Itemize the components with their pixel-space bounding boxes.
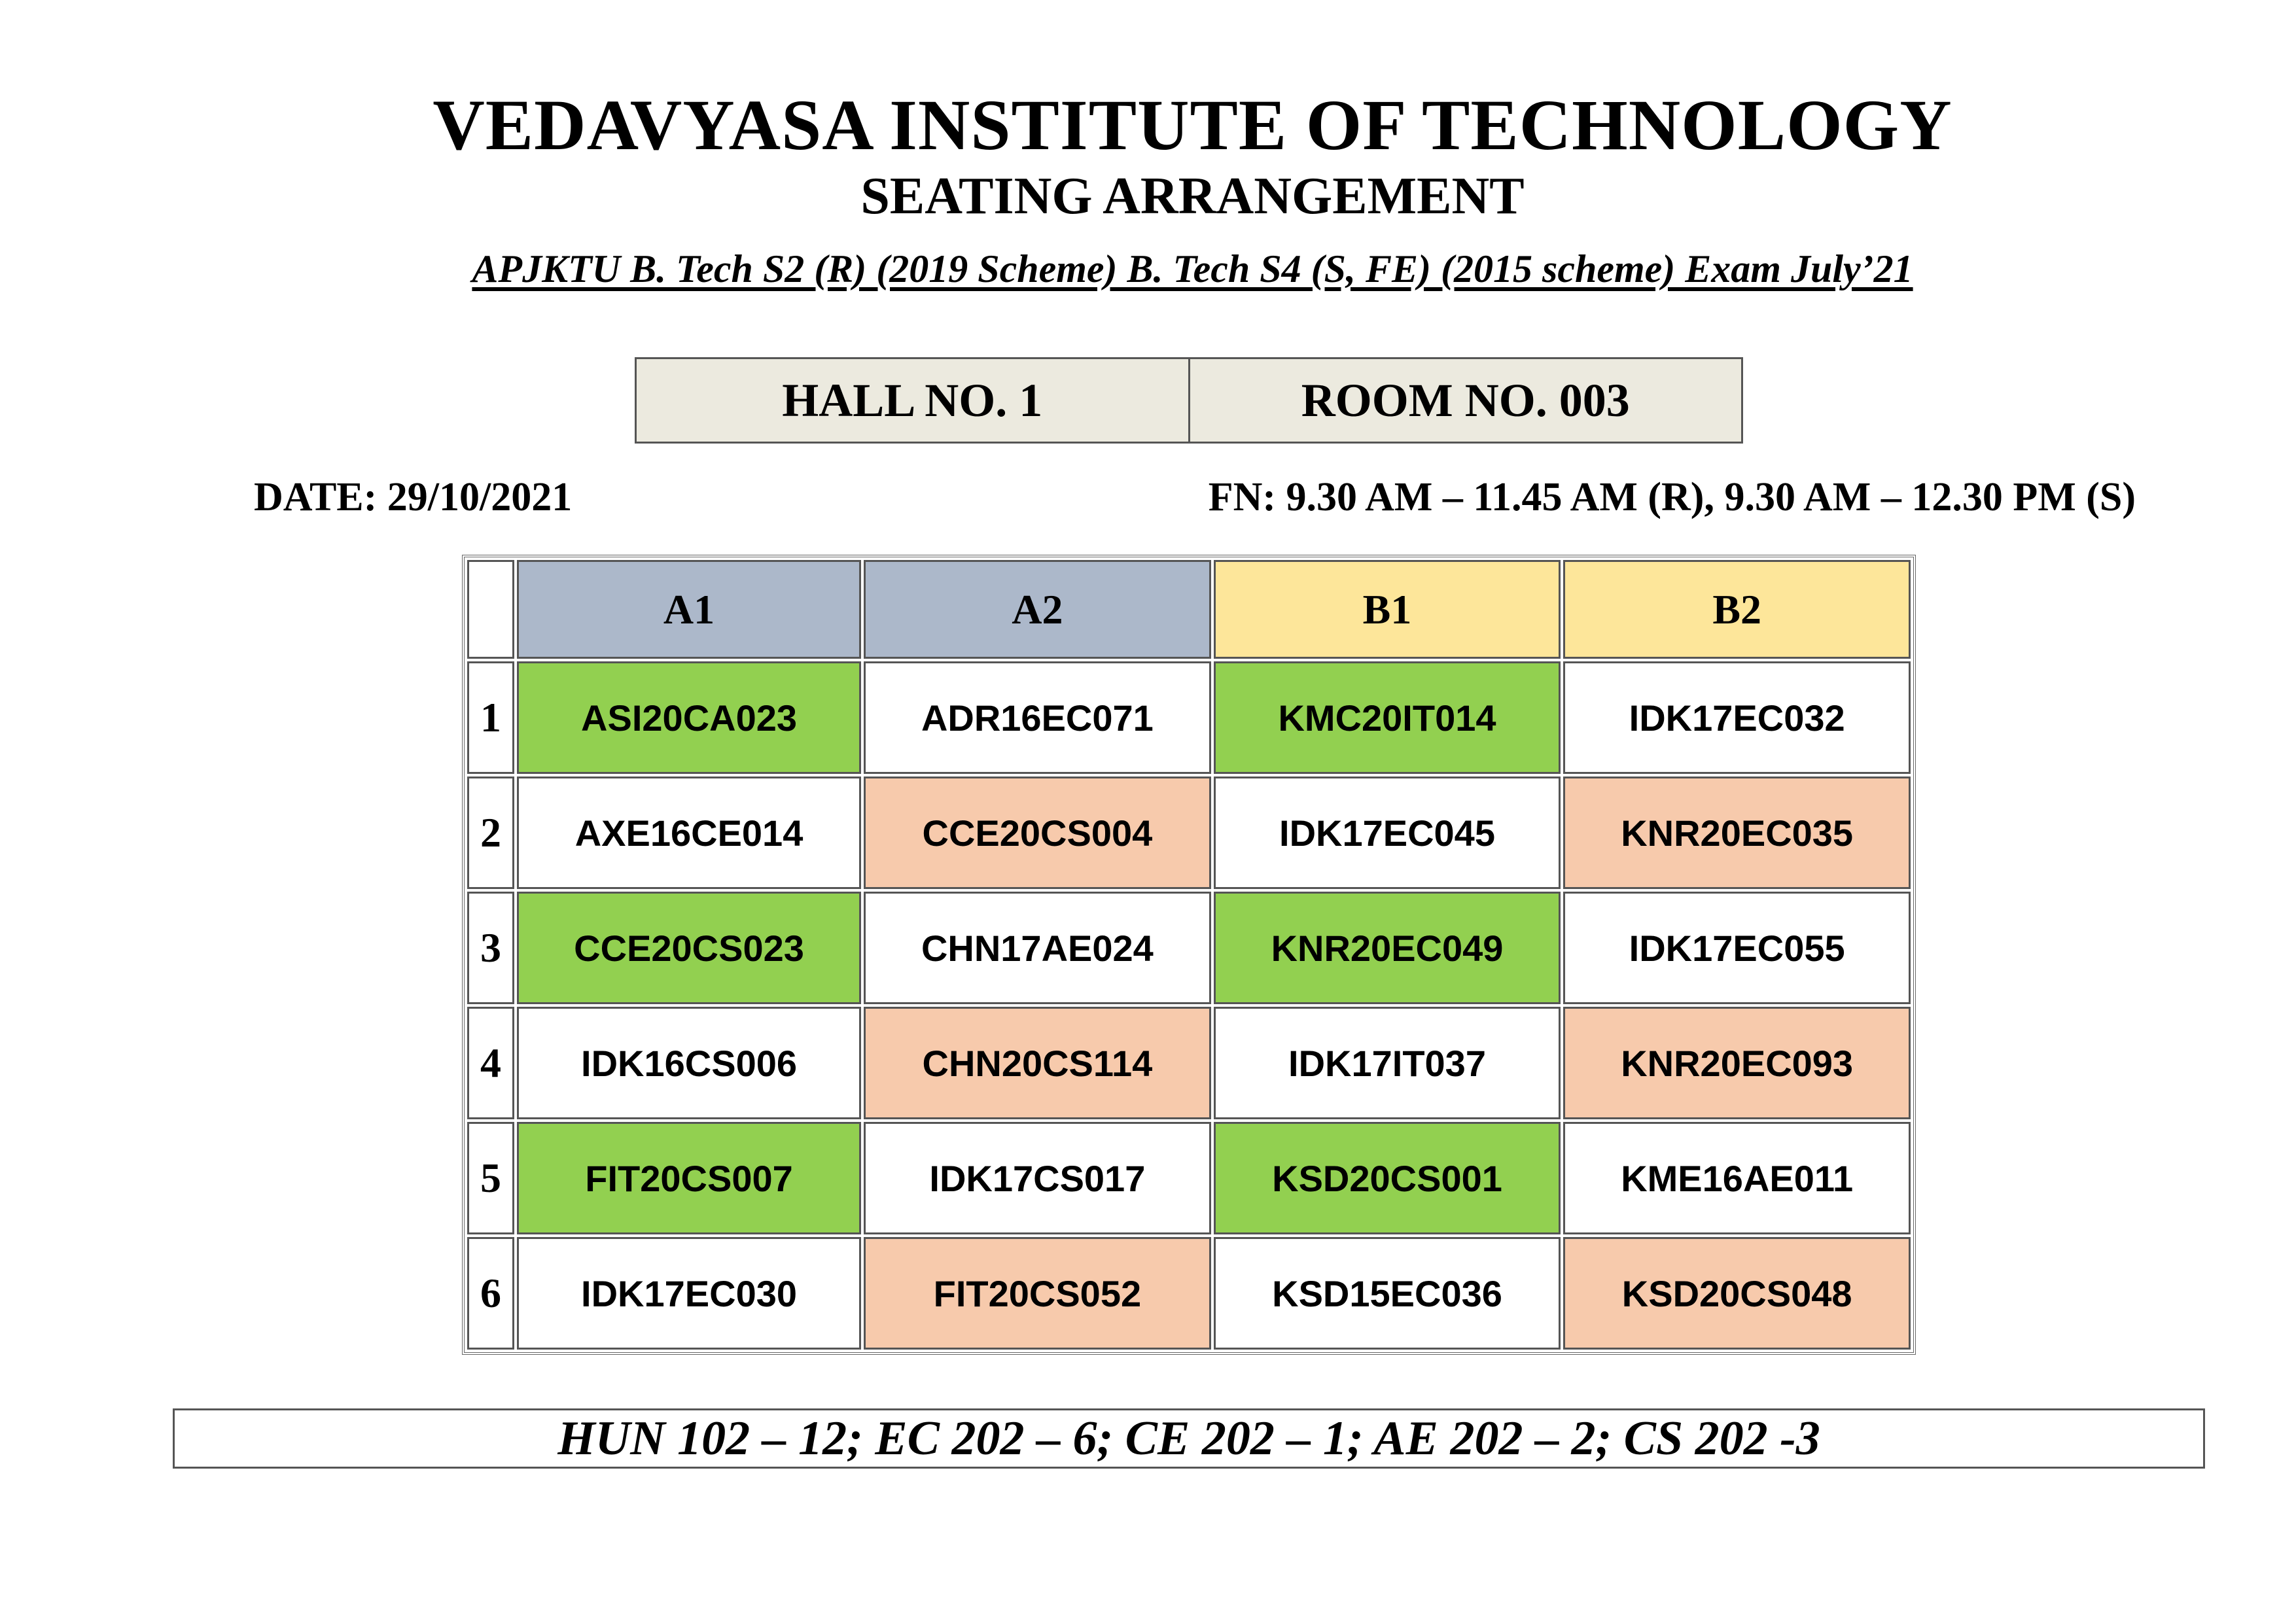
seat-register-number: KNR20EC049 xyxy=(1214,892,1561,1004)
seat-row xyxy=(467,1122,1911,1234)
row-number: 1 xyxy=(467,661,514,774)
seat-register-number: IDK17EC045 xyxy=(1214,777,1561,889)
seat-register-number: FIT20CS007 xyxy=(517,1122,861,1234)
seat-register-number: IDK17CS017 xyxy=(864,1122,1211,1234)
seat-row xyxy=(467,777,1911,889)
seat-register-number: CCE20CS004 xyxy=(864,777,1211,889)
column-header-b2: B2 xyxy=(1563,560,1911,659)
seat-register-number: KSD20CS001 xyxy=(1214,1122,1561,1234)
row-number: 4 xyxy=(467,1007,514,1119)
room-number: ROOM NO. 003 xyxy=(1188,359,1742,442)
seat-register-number: KSD15EC036 xyxy=(1214,1237,1561,1350)
seat-register-number: CHN17AE024 xyxy=(864,892,1211,1004)
seat-row xyxy=(467,1237,1911,1350)
hall-room-box xyxy=(635,357,1743,444)
seat-register-number: IDK17IT037 xyxy=(1214,1007,1561,1119)
seat-register-number: IDK17EC055 xyxy=(1563,892,1911,1004)
seat-register-number: KMC20IT014 xyxy=(1214,661,1561,774)
exam-description: APJKTU B. Tech S2 (R) (2019 Scheme) B. Tech S4 (S, FE) (2015 scheme) Exam July’21 xyxy=(472,247,1913,290)
seating-table xyxy=(462,555,1916,1355)
column-header-a2: A2 xyxy=(864,560,1211,659)
seat-row xyxy=(467,1007,1911,1119)
seat-row xyxy=(467,892,1911,1004)
seat-register-number: KNR20EC093 xyxy=(1563,1007,1911,1119)
exam-time: FN: 9.30 AM – 11.45 AM (R), 9.30 AM – 12.30 PM (S) xyxy=(1208,475,2136,519)
seat-register-number: ADR16EC071 xyxy=(864,661,1211,774)
seat-register-number: KME16AE011 xyxy=(1563,1122,1911,1234)
seating-header-row xyxy=(467,560,1911,659)
column-header-b1: B1 xyxy=(1214,560,1561,659)
subject-summary: HUN 102 – 12; EC 202 – 6; CE 202 – 1; AE 202 – 2; CS 202 -3 xyxy=(173,1408,2205,1469)
seat-register-number: IDK17EC032 xyxy=(1563,661,1911,774)
column-header-a1: A1 xyxy=(517,560,861,659)
row-number: 5 xyxy=(467,1122,514,1234)
document-title: SEATING ARRANGEMENT xyxy=(860,167,1525,225)
seat-register-number: ASI20CA023 xyxy=(517,661,861,774)
seat-register-number: IDK17EC030 xyxy=(517,1237,861,1350)
seat-register-number: CCE20CS023 xyxy=(517,892,861,1004)
hall-number: HALL NO. 1 xyxy=(782,374,1043,427)
row-number: 2 xyxy=(467,777,514,889)
seat-register-number: KSD20CS048 xyxy=(1563,1237,1911,1350)
row-number: 3 xyxy=(467,892,514,1004)
seating-body xyxy=(467,661,1911,1350)
seat-register-number: IDK16CS006 xyxy=(517,1007,861,1119)
corner-cell xyxy=(467,560,514,659)
row-number: 6 xyxy=(467,1237,514,1350)
institute-name: VEDAVYASA INSTITUTE OF TECHNOLOGY xyxy=(433,85,1952,165)
seat-register-number: AXE16CE014 xyxy=(517,777,861,889)
seat-register-number: FIT20CS052 xyxy=(864,1237,1211,1350)
seat-register-number: KNR20EC035 xyxy=(1563,777,1911,889)
seat-row xyxy=(467,661,1911,774)
seat-register-number: CHN20CS114 xyxy=(864,1007,1211,1119)
exam-date: DATE: 29/10/2021 xyxy=(254,475,573,519)
